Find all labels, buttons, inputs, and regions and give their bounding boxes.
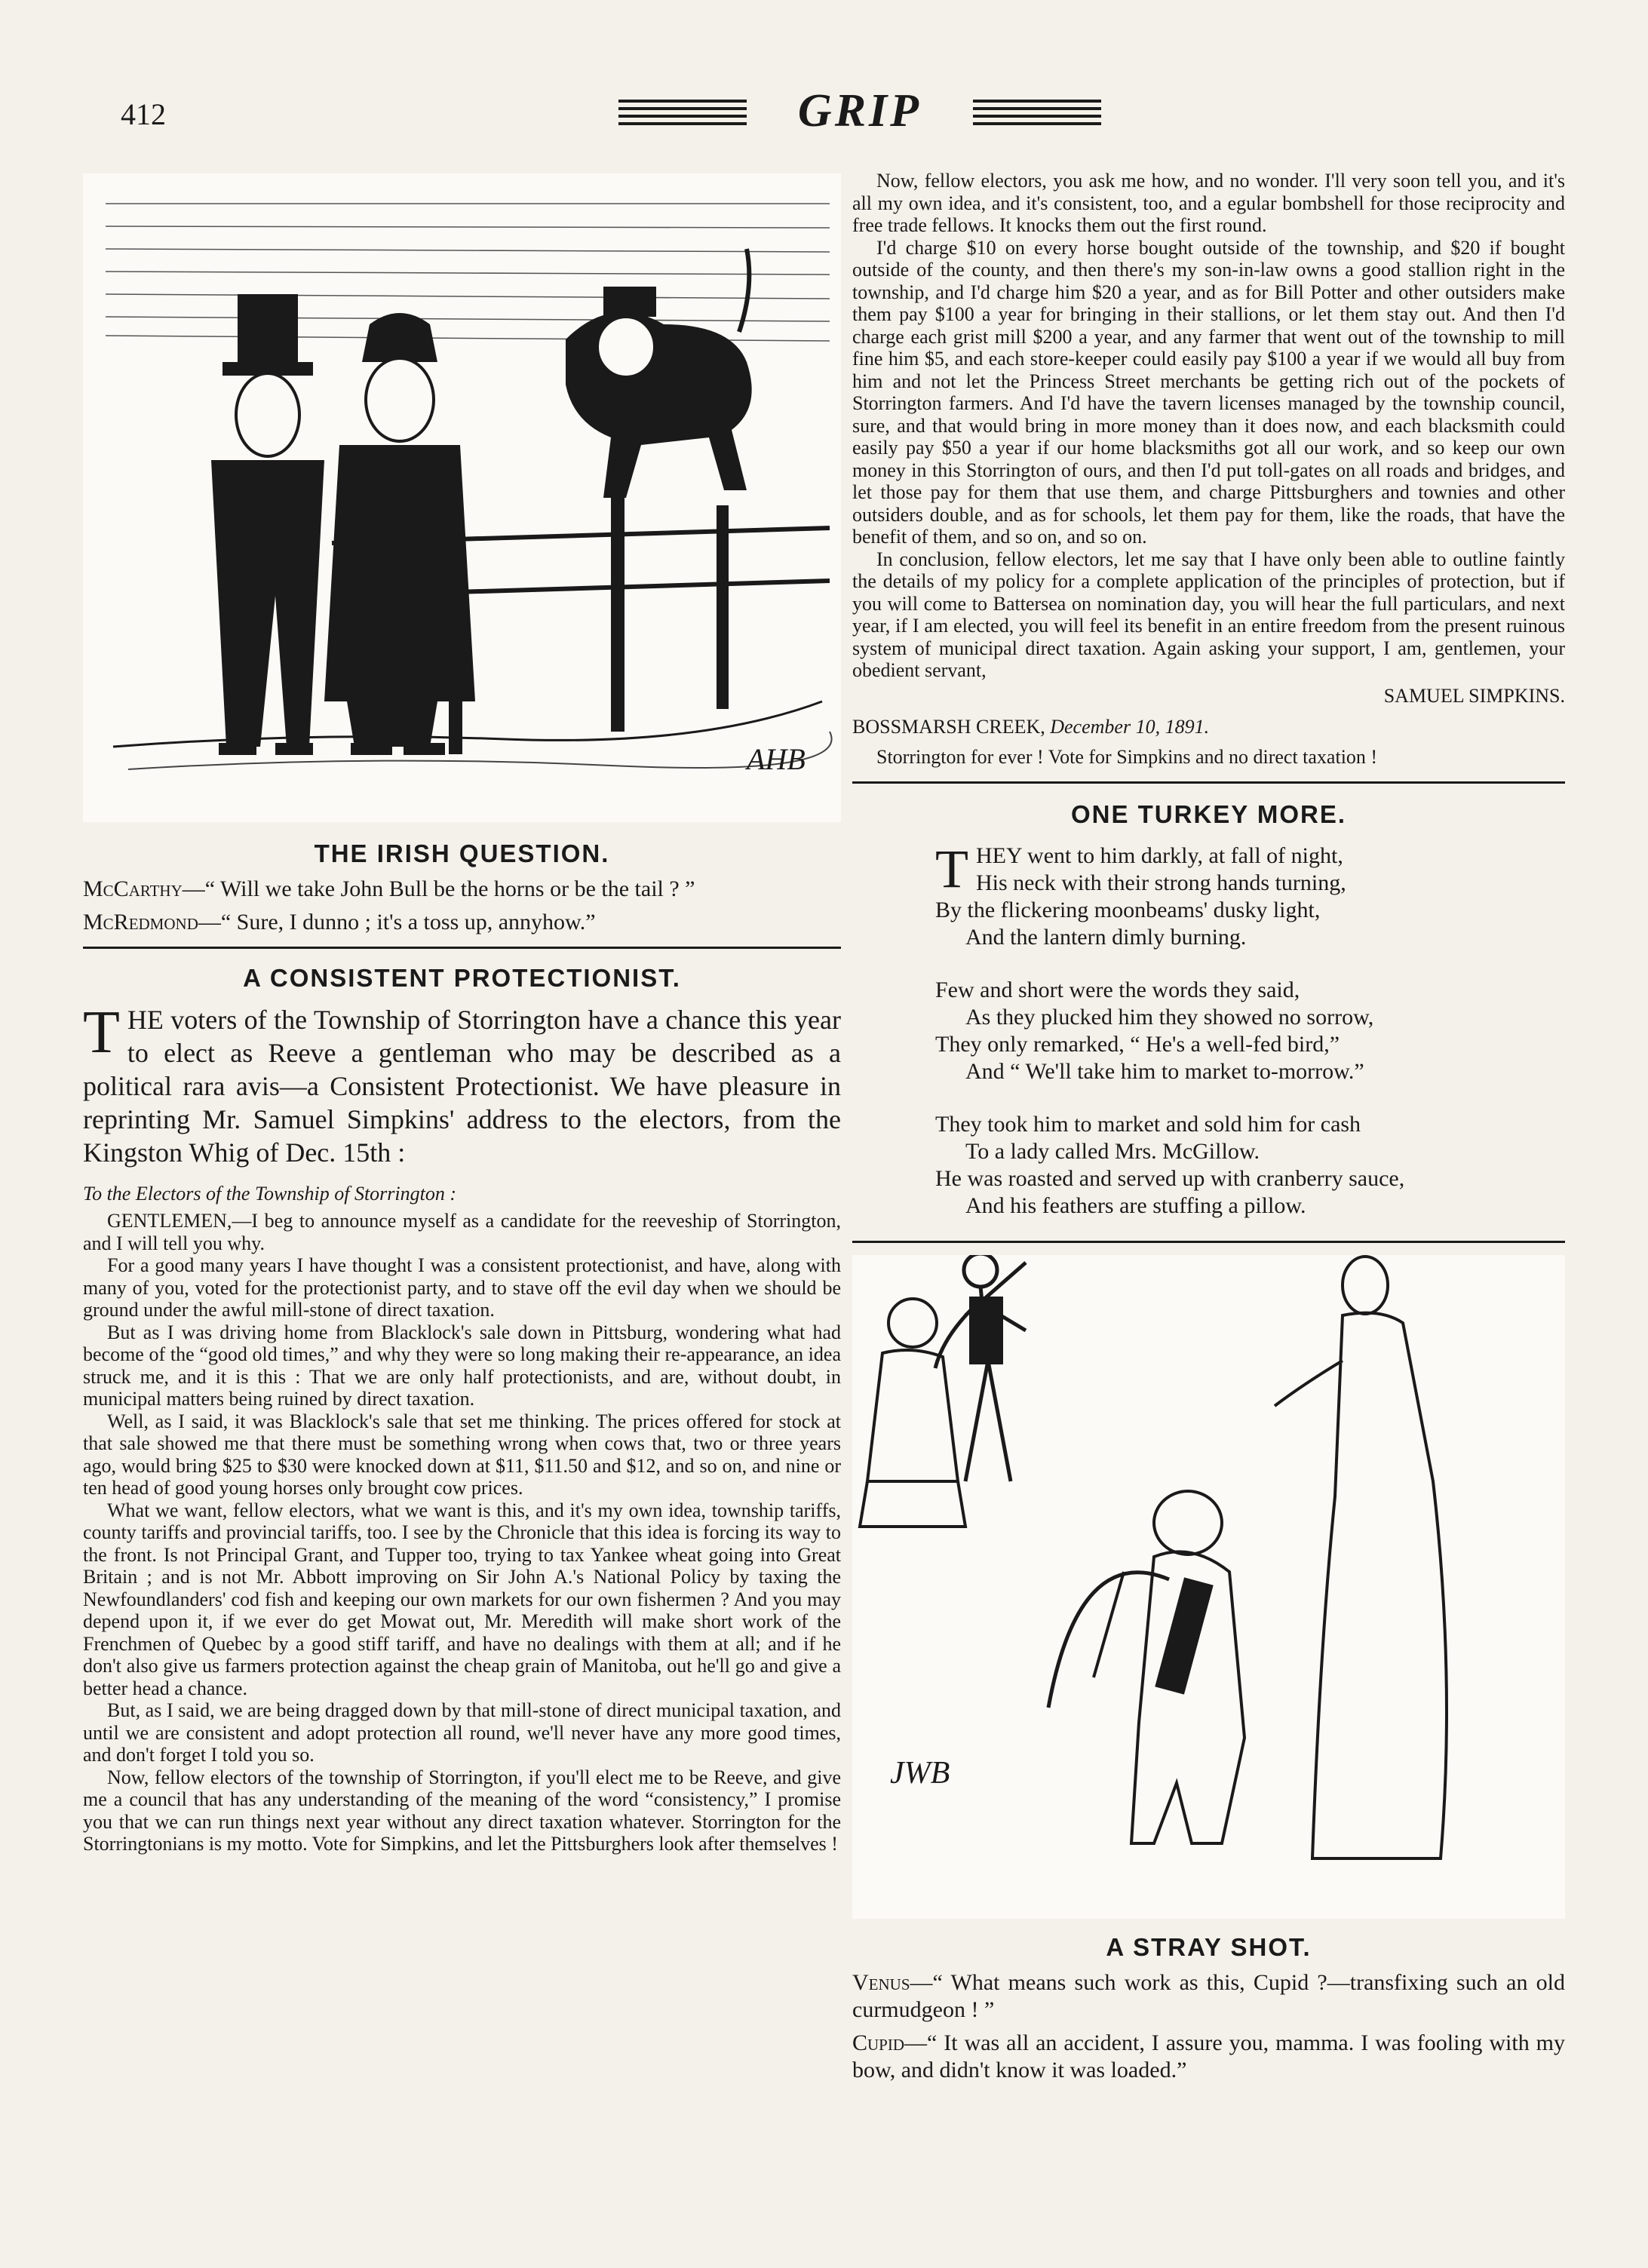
line-text: —“ Sure, I dunno ; it's a toss up, annyhow.”	[198, 910, 596, 935]
poem-stanza	[935, 977, 1565, 1085]
poem-line: As they plucked him they showed no sorrow,	[965, 1005, 1374, 1030]
poem-line: And his feathers are stuffing a pillow.	[965, 1193, 1306, 1218]
irish-question-cartoon	[83, 173, 841, 822]
article-intro	[83, 999, 841, 1169]
article-paragraph: Well, as I said, it was Blacklock's sale that set me thinking. The prices offered for stock at that sale showed me that there must be something wrong when cows that, two or three years ago, would bring $25 to $30 were knocked down at $11, $11.50 and $12, and so on, and nine or ten head of good young horses only brought cow prices.	[83, 1410, 841, 1499]
section-divider	[852, 781, 1565, 784]
poem-line: His neck with their strong hands turning,	[975, 870, 1346, 895]
poem-line: And the lantern dimly burning.	[965, 925, 1247, 950]
poem-line: He was roasted and served up with cranberry sauce,	[935, 1166, 1405, 1191]
article-salutation: To the Electors of the Township of Storrington :	[83, 1183, 457, 1205]
masthead	[618, 84, 1101, 137]
masthead-rule-right	[973, 100, 1101, 127]
article-dateline	[852, 716, 1565, 738]
poem-title: ONE TURKEY MORE.	[1070, 800, 1347, 828]
signature-name: SAMUEL SIMPKINS.	[1383, 684, 1565, 707]
article-paragraph: What we want, fellow electors, what we want is this, and it's my own idea, township tariffs, county tariffs and provincial tariffs, too. I see by the Chronicle that this idea is forcing its way to the front. Is not Principal Grant, and Tupper too, trying to tax Yankee wheat going into Great Britain ; and is not Mr. Abbott improving on Sir John A.'s National Policy by taxing the Newfoundlanders' cod fish and keeping our own markets for our own fishermen ? And you may depend upon it, if we ever do get Mowat out, Mr. Meredith will make short work of the Frenchmen of Quebec by a good stiff tariff, and have no dealings with them at all; and if he don't also give us farmers protection against the cheap grain of Manitoba, out he'll go and give a better head a chance.	[83, 1499, 841, 1699]
article-paragraph: I'd charge $10 on every horse bought outside of the township, and $20 if bought outside of the county, and then there's my son-in-law owns a good stallion right in the township, and I'd charge him $20 a year, and as for Bill Potter and other outsiders make them pay $100 a year for bringing in their stallions, or let them stay out. And then I'd charge each grist mill $200 a year, and any farmer that went out of the township to mill fine him $5, and each store-keeper could easily pay $100 a year if we would all buy from him and not let the Princess Street merchants be getting rich out of the pockets of Storrington farmers. And I'd have the tavern licenses managed by the township council, sure, and that would bring in more money than it does now, and each blacksmith could easily pay $50 a year if our home blacksmiths got all our work, and so keep our own money in this Storrington of ours, and then I'd put toll-gates on all roads and bridges, and let those pay for them that use them, and charge Pittsburghers and townies and other outsiders double, and as for schools, let them pay for them, like the roads, that have the benefit of them, and so on, and so on.	[852, 236, 1565, 548]
poem-line: They only remarked, “ He's a well-fed bird,”	[935, 1032, 1340, 1057]
poem-stanza	[935, 839, 1565, 951]
page-number: 412	[121, 97, 166, 131]
left-column	[83, 173, 841, 1855]
article-paragraph: But, as I said, we are being dragged down by that mill-stone of direct municipal taxation, and until we are consistent and adopt protection all round, we'll never have any more good times, and don't forget I told you so.	[83, 1699, 841, 1766]
poem-line: By the flickering moonbeams' dusky light,	[935, 898, 1321, 922]
stray-shot-cartoon	[852, 1255, 1565, 1919]
article-intro-text: HE voters of the Township of Storrington have a chance this year to elect as Reeve a gentleman who may be described as a political rara avis—a Consistent Protectionist. We have pleasure in reprinting Mr. Samuel Simpkins' address to the electors, from the Kingston Whig of Dec. 15th :	[83, 1005, 841, 1168]
line-text: —“ Will we take John Bull be the horns or be the tail ? ”	[182, 876, 695, 901]
masthead-rule-left	[618, 100, 747, 127]
article-closing: Storrington for ever ! Vote for Simpkins and no direct taxation !	[876, 745, 1378, 768]
line-text: —“ What means such work as this, Cupid ?—transfixing such an old curmudgeon ! ”	[852, 1970, 1565, 2022]
dateline-date: December 10, 1891.	[1050, 716, 1210, 738]
article-paragraph: Now, fellow electors, you ask me how, and no wonder. I'll very soon tell you, and it's all my own idea, and it's consistent, too, and a egular bombshell for those reciprocity and free trade fellows. It knocks them out the first round.	[852, 170, 1565, 236]
section-divider	[83, 947, 841, 949]
poem-line: They took him to market and sold him for cash	[935, 1112, 1361, 1137]
poem-body	[852, 839, 1565, 1220]
irish-question-line-2	[83, 909, 841, 936]
speaker-mcredmond: McRedmond	[83, 910, 198, 935]
stray-shot-line-1	[852, 1969, 1565, 2024]
stray-shot-line-2	[852, 2030, 1565, 2084]
poem-stanza	[935, 1111, 1565, 1220]
cartoon-signature: JWB	[890, 1756, 950, 1791]
poem-line: To a lady called Mrs. McGillow.	[965, 1139, 1260, 1164]
poem-line: Few and short were the words they said,	[935, 977, 1300, 1002]
right-column	[852, 170, 1565, 2090]
poem-line: And “ We'll take him to market to-morrow.”	[965, 1059, 1364, 1084]
poem-line: HEY went to him darkly, at fall of night,	[975, 843, 1343, 868]
article-dropcap: T	[83, 999, 120, 1066]
article-body-left	[83, 1210, 841, 1855]
article-paragraph: But as I was driving home from Blacklock's sale down in Pittsburg, wondering what had become of the “good old times,” and why they were so long making their re-appearance, an idea struck me, and it is this : That we are only half protectionists, and are, without doubt, in municipal matters being ruined by direct taxation.	[83, 1321, 841, 1410]
cartoon-signature: AHB	[747, 742, 806, 776]
stray-shot-title: A STRAY SHOT.	[1106, 1933, 1312, 1961]
article-paragraph: In conclusion, fellow electors, let me say that I have only been able to outline faintly the details of my policy for a complete application of the principles of protection, but if you will come to Battersea on nomination day, you will hear the full particulars, and next year, if I am elected, you will feel its benefit in an entire freedom from the present ruinous system of municipal direct taxation. Again asking your support, I am, gentlemen, your obedient servant,	[852, 548, 1565, 681]
section-divider	[852, 1241, 1565, 1243]
article-paragraph: For a good many years I have thought I was a consistent protectionist, and have, along with many of you, voted for the protectionist party, and to stave off the evil day when we should be ground under the awful mill-stone of direct taxation.	[83, 1254, 841, 1321]
speaker-cupid: Cupid	[852, 2030, 905, 2055]
speaker-venus: Venus	[852, 1970, 910, 1995]
irish-question-title: THE IRISH QUESTION.	[314, 839, 610, 867]
article-body-right	[852, 170, 1565, 682]
irish-question-line-1	[83, 876, 841, 903]
dateline-place: BOSSMARSH CREEK,	[852, 716, 1045, 738]
line-text: —“ It was all an accident, I assure you, mamma. I was fooling with my bow, and didn't know it was loaded.”	[852, 2030, 1565, 2082]
poem-dropcap: T	[935, 839, 968, 899]
speaker-mccarthy: McCarthy	[83, 876, 183, 901]
article-paragraph: GENTLEMEN,—I beg to announce myself as a candidate for the reeveship of Storrington, and I will tell you why.	[83, 1210, 841, 1254]
masthead-title: GRIP	[797, 85, 922, 137]
article-paragraph: Now, fellow electors of the township of Storrington, if you'll elect me to be Reeve, and give me a council that has any understanding of the meaning of the word “consistency,” I promise you that we can run things next year without any direct taxation whatever. Storrington for the Storringtonians is my motto. Vote for Simpkins, and let the Pittsburghers look after themselves !	[83, 1766, 841, 1855]
article-title: A CONSISTENT PROTECTIONIST.	[243, 964, 681, 992]
article-signature	[852, 685, 1565, 707]
